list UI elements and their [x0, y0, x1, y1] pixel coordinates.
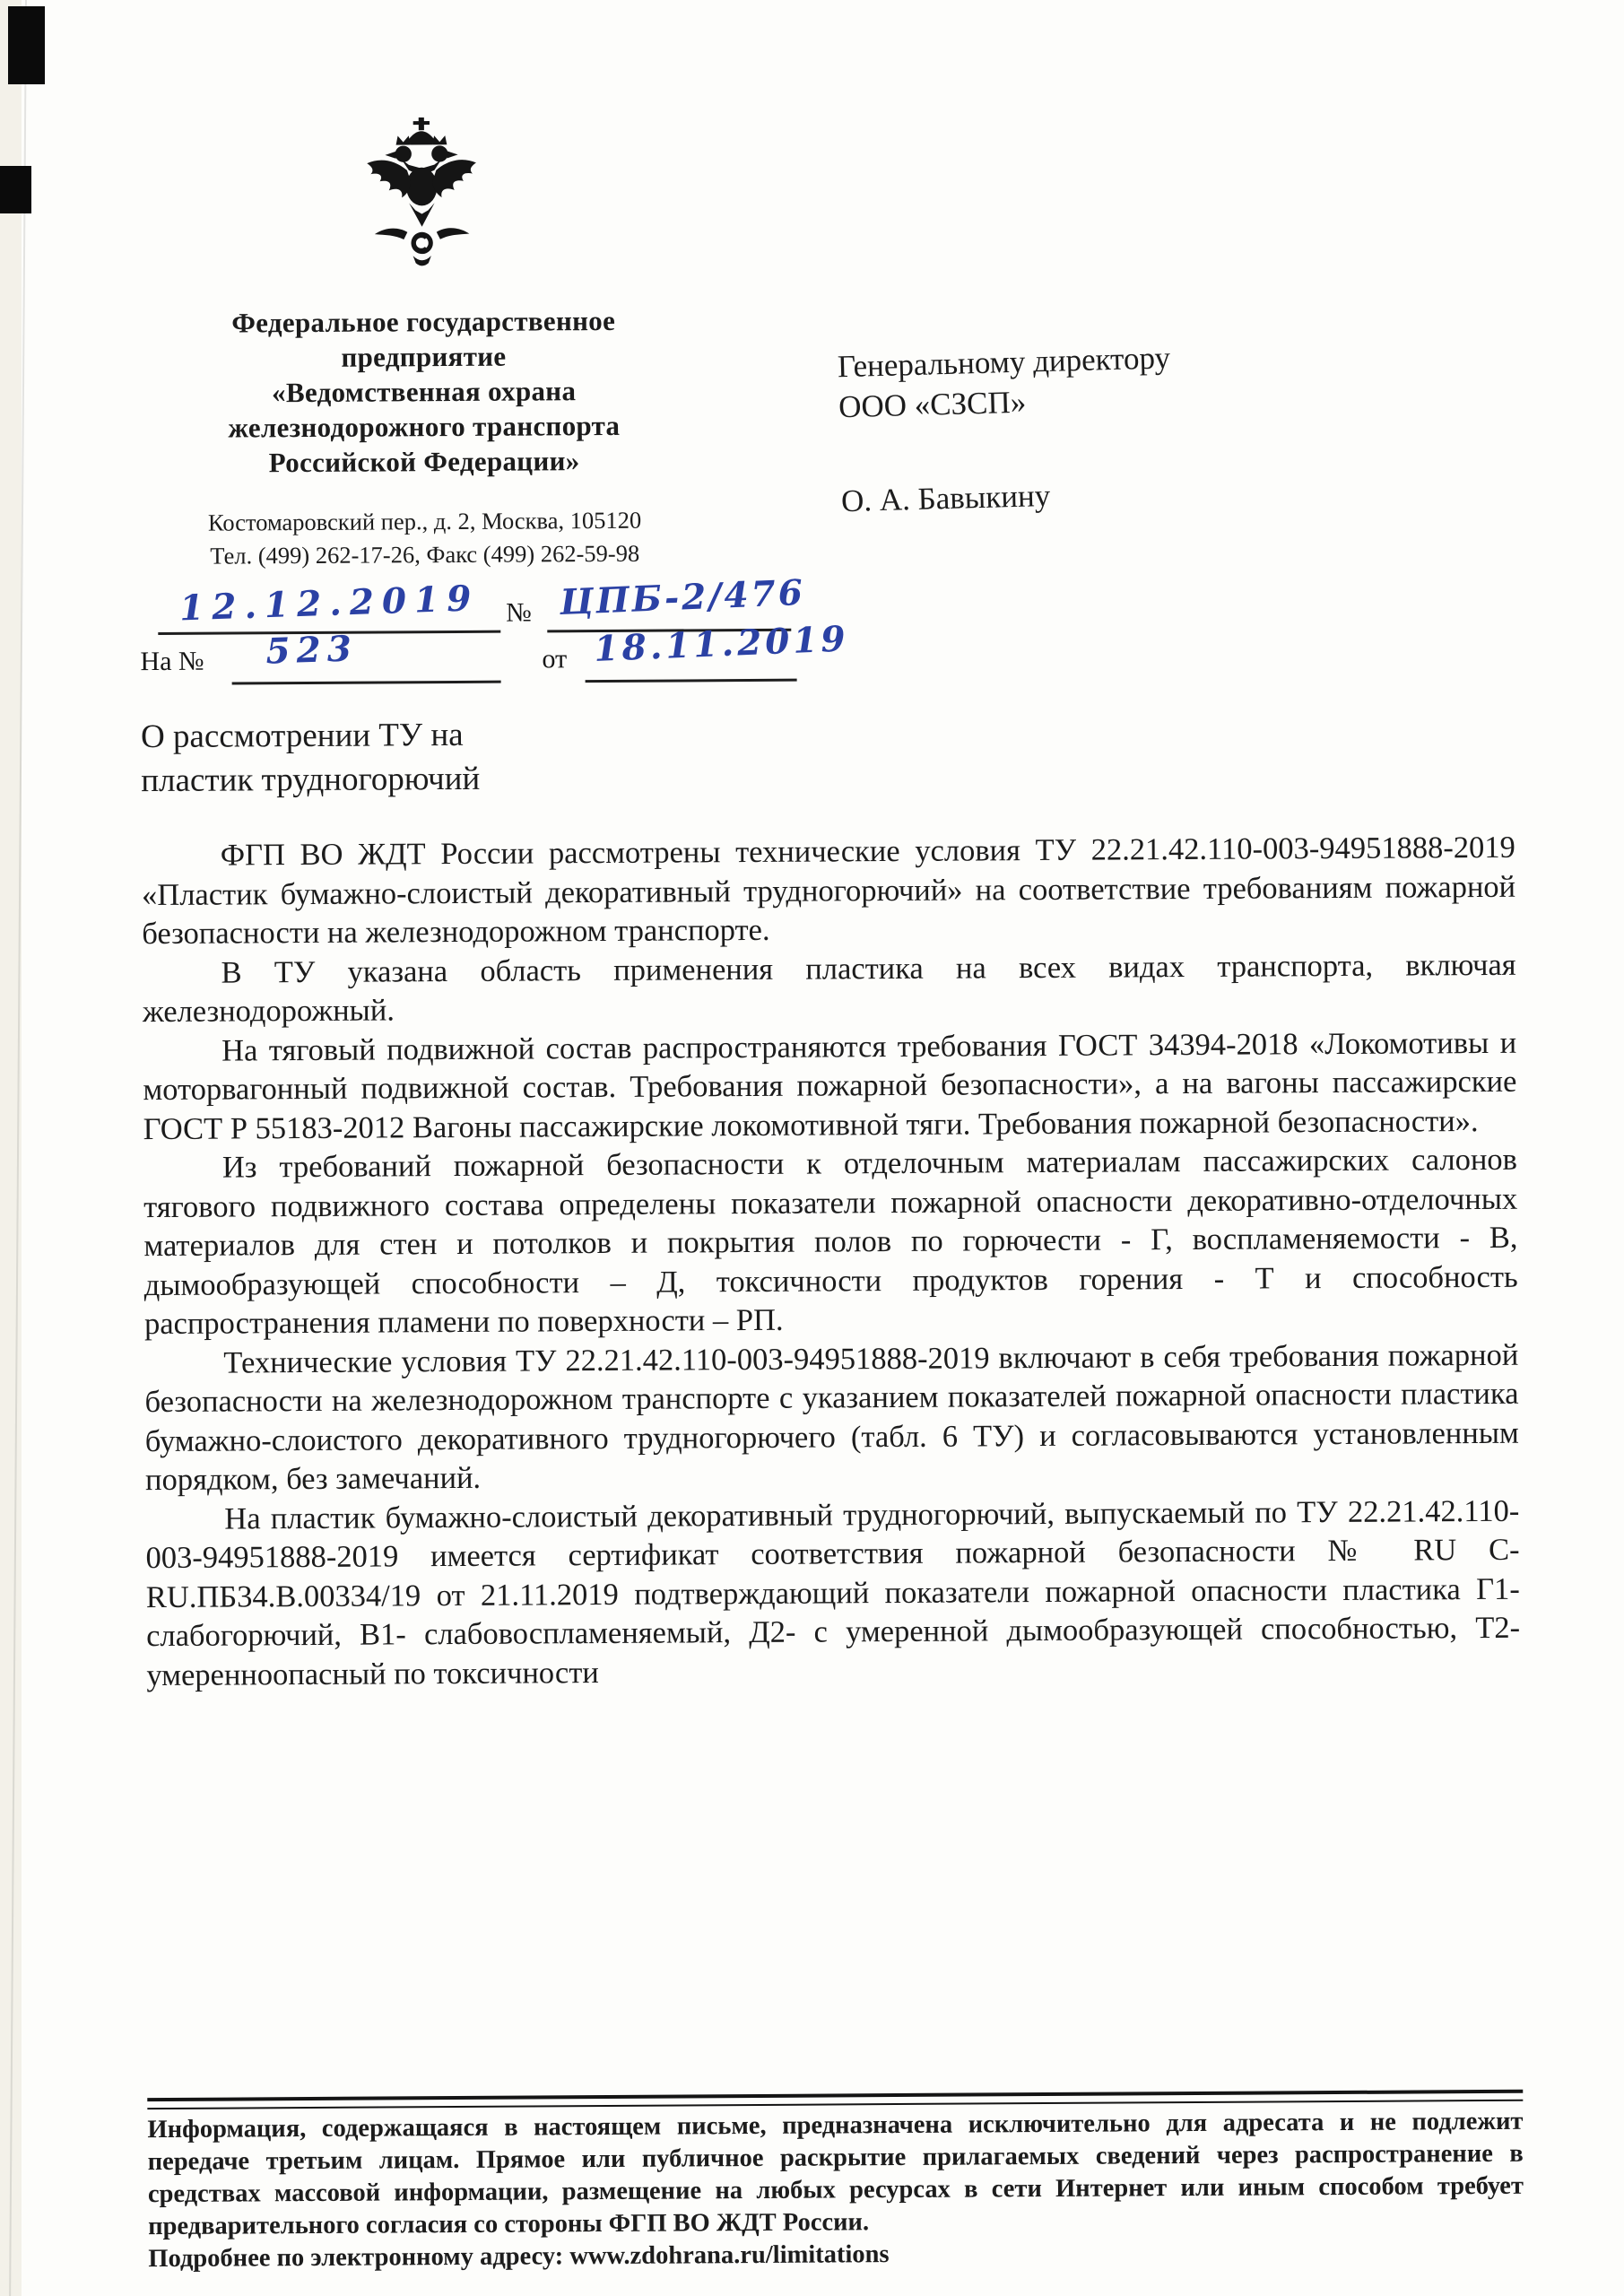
phone-fax-line: Тел. (499) 262-17-26, Факс (499) 262-59-98 [210, 539, 640, 570]
incoming-date-handwritten: 18.11.2019 [593, 618, 850, 670]
subject-line: пластик трудногорючий [141, 760, 481, 800]
org-name-line: железнодорожного транспорта [228, 409, 621, 444]
body-paragraph: Из требований пожарной безопасности к отделочным материалам пассажирских салонов тягового подвижного состава определены показатели пожарной опасности декоративно-отделочных материалов для стен и потолков и покрытия полов по горючести - Г, воспламеняемости - В, дымообразующей способности – Д, токсичности продуктов горения - Т и способность распространения пламени по поверхности – РП. [143, 1142, 1518, 1342]
incoming-number-label: На № [140, 646, 204, 677]
addressee-block [837, 333, 1343, 521]
outgoing-number-handwritten: ЦПБ-2/476 [559, 571, 806, 624]
subject-block [141, 711, 769, 803]
outgoing-date-handwritten: 12.12.2019 [178, 578, 481, 630]
org-name-line: Федеральное государственное [231, 304, 616, 339]
number-label: № [506, 597, 532, 628]
letterhead-org-name [136, 302, 711, 481]
incoming-number-handwritten: 523 [265, 628, 359, 673]
body-paragraph: Технические условия ТУ 22.21.42.110-003-94951888-2019 включают в себя требования пожарной безопасности на железнодорожном транспорте с указанием показателей пожарной опасности пластика бумажно-слоистого декоративного трудногорючего (табл. 6 ТУ) и согласовываются установленным порядком, без замечаний. [144, 1337, 1519, 1498]
org-name-line: «Ведомственная охрана [271, 375, 577, 409]
footer-block [147, 2106, 1524, 2275]
from-label: от [542, 644, 568, 674]
confidentiality-disclaimer: Информация, содержащаяся в настоящем письме, предназначена исключительно для адресата и не подлежит передаче третьим лицам. Прямое или публичное раскрытие прилагаемых сведений через распространение в средствах массовой информации, размещение на любых ресурсах в сети Интернет или иным способом требует предварительного согласия со стороны ФГП ВО ЖДТ России. [147, 2107, 1524, 2241]
incoming-date-underline [586, 679, 797, 683]
footer-more-info: Подробнее по электронному адресу: www.zdohrana.ru/limitations [148, 2240, 890, 2274]
addressee-title: Генеральному директору [837, 340, 1171, 385]
body-paragraph: В ТУ указана область применения пластика на всех видах транспорта, включая железнодорожный. [142, 947, 1516, 1030]
body-paragraph: ФГП ВО ЖДТ России рассмотрены технические условия ТУ 22.21.42.110-003-94951888-2019 «Пластик бумажно-слоистый декоративный трудногорючий» на соответствие требованиям пожарной безопасности на железнодорожном транспорте. [141, 830, 1516, 952]
addressee-company: ООО «СЗСП» [838, 384, 1027, 425]
org-name-line: предприятие [341, 340, 507, 373]
double-headed-eagle-emblem-icon [358, 114, 486, 276]
addressee-person: О. А. Бавыкину [840, 477, 1051, 519]
letterhead-address [128, 503, 720, 573]
address-line: Костомаровский пер., д. 2, Москва, 105120 [207, 506, 642, 536]
subject-line: О рассмотрении ТУ на [140, 716, 464, 756]
body-paragraph: На пластик бумажно-слоистый декоративный трудногорючий, выпускаемый по ТУ 22.21.42.110-003-94951888-2019 имеется сертификат соответствия пожарной безопасности № RU С-RU.ПБ34.В.00334/19 от 21.11.2019 подтверждающий показатели пожарной опасности пластика Г1- слабогорючий, В1- слабовоспламеняемый, Д2- с умеренной дымообразующей способностью, Т2- умеренноопасный по токсичности [145, 1493, 1521, 1692]
letter-body [142, 829, 1521, 1695]
incoming-number-underline [232, 681, 501, 685]
org-name-line: Российской Федерации» [268, 445, 580, 479]
body-paragraph: На тяговый подвижной состав распространяются требования ГОСТ 34394-2018 «Локомотивы и моторвагонный подвижной состав. Требования пожарной безопасности», а на вагоны пассажирские ГОСТ Р 55183-2012 Вагоны пассажирские локомотивной тяги. Требования пожарной безопасности». [143, 1025, 1517, 1146]
